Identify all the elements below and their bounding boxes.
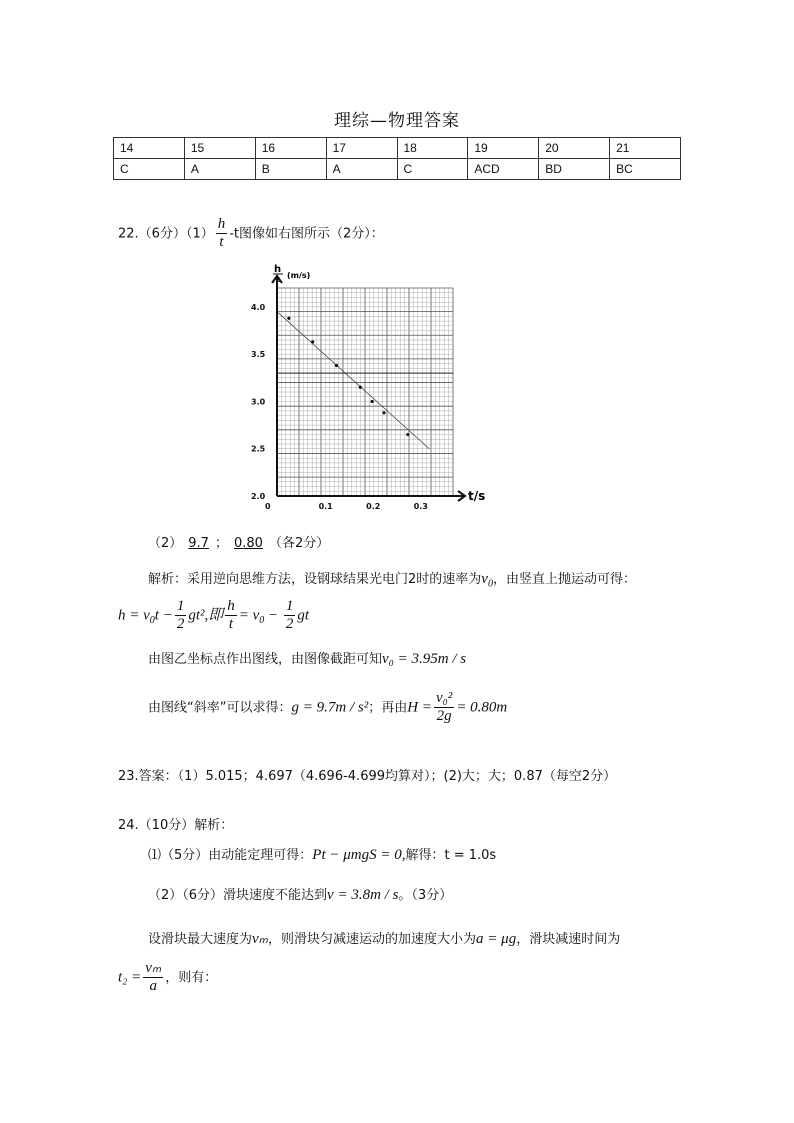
y-tick-label: 4.0 — [251, 302, 266, 312]
chart-xlabel: t/s — [468, 489, 486, 503]
chart-point — [335, 364, 338, 367]
table-cell: 15 — [184, 138, 255, 159]
q22-analysis: 解析：采用逆向思维方法，设钢球结果光电门2时的速率为$v_0$，由竖直上抛运动可得： — [148, 571, 636, 590]
x-tick-label: 0.2 — [366, 502, 381, 511]
chart-fit-line — [277, 312, 429, 449]
table-cell: ACD — [468, 159, 539, 180]
q23-answer: 23.答案：（1）5.015；4.697（4.696-4.699均算对）；(2)大；大；0.87（每空2分） — [118, 769, 617, 784]
table-cell: B — [255, 159, 326, 180]
table-cell: 18 — [397, 138, 468, 159]
table-cell: A — [326, 159, 397, 180]
chart-ylabel-numerator: h — [274, 264, 282, 275]
table-cell: 21 — [610, 138, 681, 159]
table-cell: C — [397, 159, 468, 180]
q22-equation-1: $h = v_0t$ − $\frac{1}{2}$ gt²,即 $\frac{h}{t}$ = $v_0$ − $\frac{1}{2}$ gt — [118, 598, 310, 633]
chart-ylabel-denominator: t — [276, 275, 280, 284]
chart-point — [359, 386, 362, 389]
y-tick-label: 2.5 — [251, 444, 266, 454]
table-row — [114, 159, 681, 180]
chart-point — [382, 411, 385, 414]
table-cell: BD — [539, 159, 610, 180]
chart-point — [371, 400, 374, 403]
q22-slope-line: 由图线“斜率”可以求得：g = 9.7m / s²；再由H = $\frac{\text{v₀²}}{2g}$ = 0.80m — [148, 690, 508, 725]
q22-part2: （2） 9.7 ； 0.80 （各2分） — [148, 536, 330, 551]
table-row — [114, 138, 681, 159]
x-tick-label: 0.1 — [318, 502, 333, 511]
table-cell: 16 — [255, 138, 326, 159]
blank-answer-1: 9.7 — [188, 536, 209, 551]
q24-part2: （2）（6分）滑块速度不能达到v = 3.8m / s。（3分） — [148, 887, 453, 903]
q24-part4: t₂ = $\frac{\text{vₘ}}{a}$ ，则有： — [118, 960, 218, 995]
chart-point — [406, 433, 409, 436]
chart-point — [311, 340, 314, 343]
q24-heading: 24.（10分）解析： — [118, 818, 234, 833]
x-tick-label: 0.3 — [413, 502, 428, 511]
table-cell: C — [114, 159, 185, 180]
y-tick-label: 2.0 — [251, 492, 266, 501]
table-cell: 17 — [326, 138, 397, 159]
chart-grid — [277, 288, 453, 496]
y-tick-label: 3.0 — [251, 397, 266, 407]
page-title: 理综—物理答案 — [334, 111, 460, 131]
table-cell: A — [184, 159, 255, 180]
ht-t-chart — [240, 258, 490, 518]
x-tick-label: 0 — [265, 502, 271, 511]
q22-heading: 22.（6分）（1） $\frac{h}{t}$ -t图像如右图所示（2分）： — [118, 216, 384, 251]
chart-ylabel-unit: (m/s) — [287, 271, 311, 280]
table-cell: 20 — [539, 138, 610, 159]
table-cell: 14 — [114, 138, 185, 159]
table-cell: BC — [610, 159, 681, 180]
q24-part1: ⑴（5分）由动能定理可得：Pt − μmgS = 0,解得：t = 1.0s — [148, 847, 497, 863]
answer-table — [113, 137, 681, 180]
q22-intercept-line: 由图乙坐标点作出图线，由图像截距可知v₀ = 3.95m / s — [148, 651, 467, 667]
q24-part3: 设滑块最大速度为vₘ，则滑块匀减速运动的加速度大小为a = μg，滑块减速时间为 — [148, 931, 621, 947]
y-tick-label: 3.5 — [251, 350, 266, 360]
table-cell: 19 — [468, 138, 539, 159]
chart-point — [287, 317, 290, 320]
chart-fit-line-group — [277, 312, 429, 449]
chart-points — [287, 317, 409, 436]
blank-answer-2: 0.80 — [233, 536, 263, 551]
